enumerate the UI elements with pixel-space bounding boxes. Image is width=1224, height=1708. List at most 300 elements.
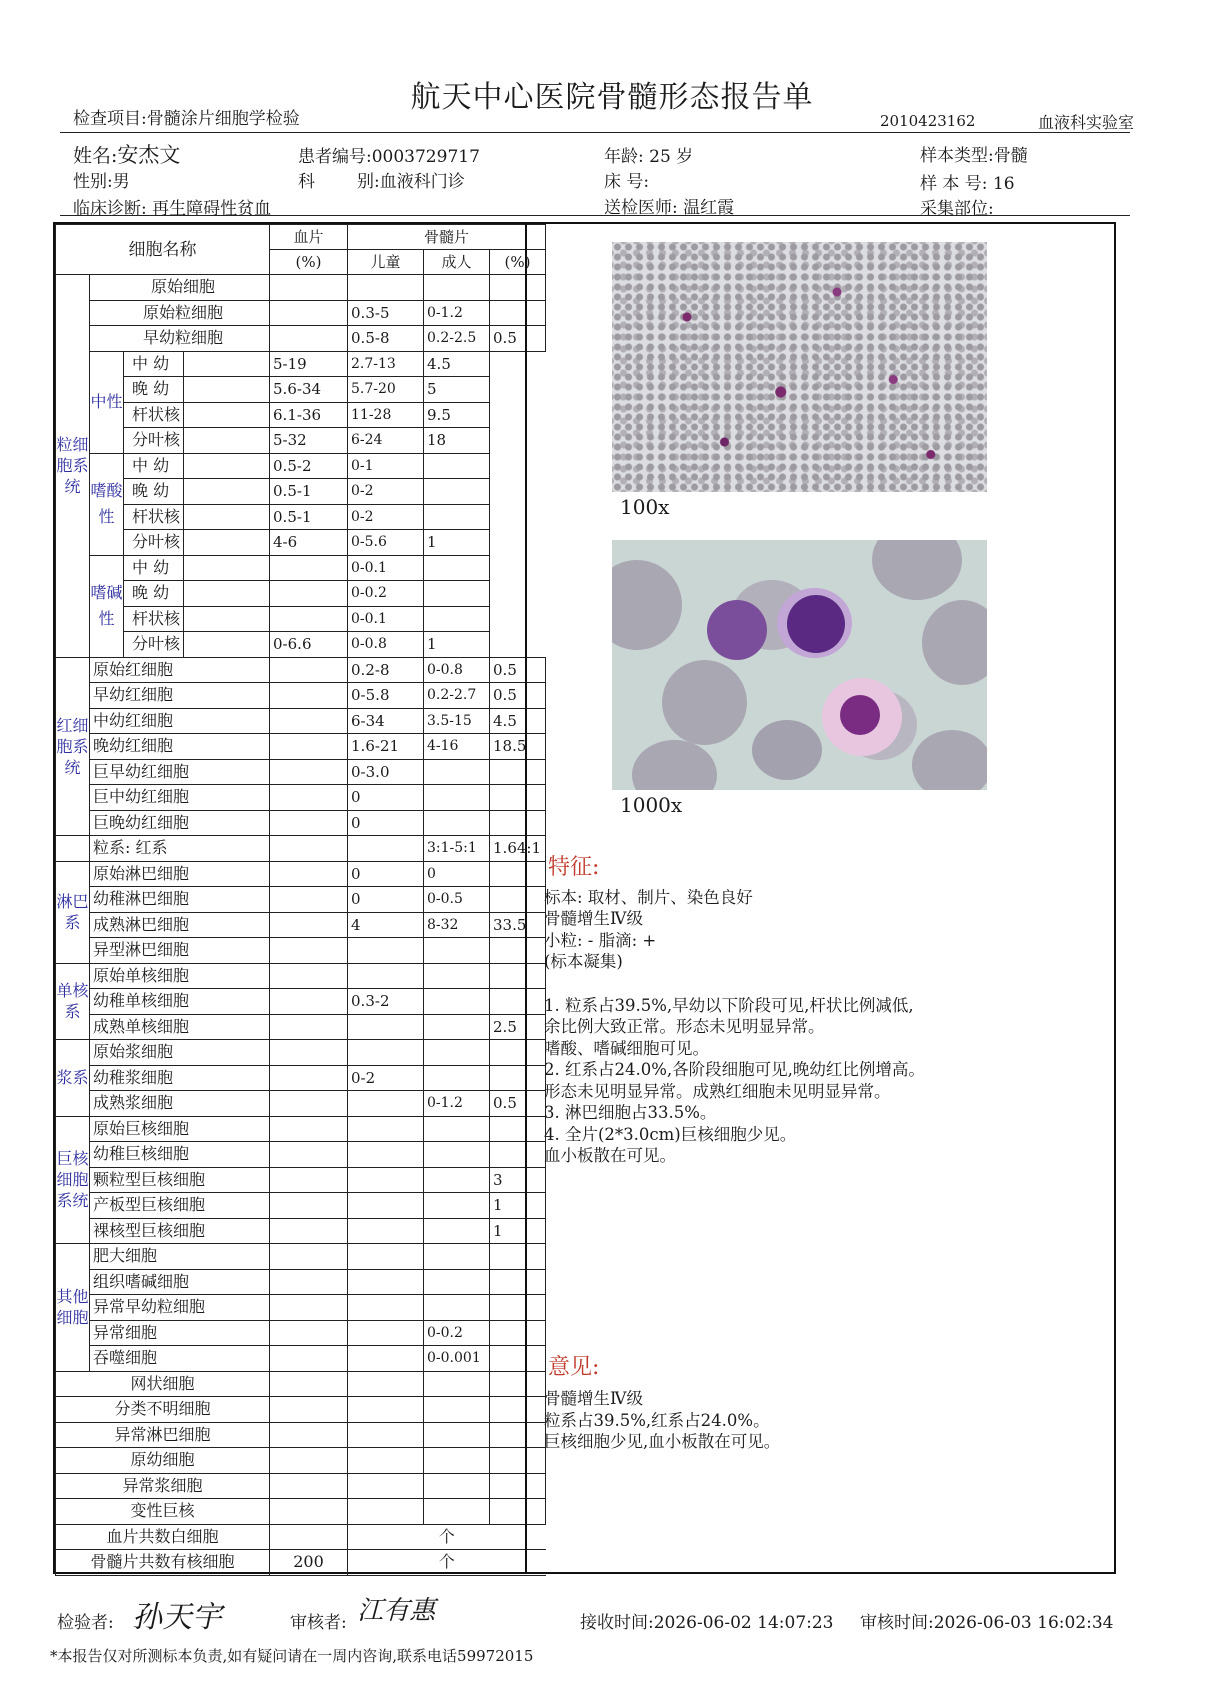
cell-name: 原始红细胞 (90, 657, 270, 683)
cell-adult-range: 11-28 (348, 402, 424, 428)
cell-name: 中 幼 (124, 555, 184, 581)
cell-child-range (348, 836, 424, 862)
cell-child-range (270, 555, 348, 581)
cell-blood-value (270, 785, 348, 811)
cell-child-range: 0.2-8 (348, 657, 424, 683)
cell-child-range (348, 1014, 424, 1040)
cell-percent (424, 504, 490, 530)
cell-child-range (348, 1371, 424, 1397)
bed-number: 床 号: (604, 172, 650, 192)
cell-adult-range: 0-0.8 (424, 657, 490, 683)
cell-adult-range: 0-5.6 (348, 530, 424, 556)
cell-adult-range: 0-1.2 (424, 300, 490, 326)
cell-child-range (348, 275, 424, 301)
cell-name: 分类不明细胞 (56, 1397, 270, 1423)
cell-blood-value (270, 1218, 348, 1244)
cell-adult-range: 0 (424, 861, 490, 887)
cell-adult-range (424, 989, 490, 1015)
cell-child-range: 0.5-8 (348, 326, 424, 352)
cell-blood-value (270, 963, 348, 989)
group-label-plasma: 浆系 (56, 1040, 90, 1117)
reviewer-signature: 江有惠 (355, 1596, 442, 1626)
cell-percent: 0.5 (490, 683, 546, 709)
cell-adult-range: 3.5-15 (424, 708, 490, 734)
cell-percent: 4.5 (490, 708, 546, 734)
exam-item: 检查项目:骨髓涂片细胞学检验 (73, 109, 300, 129)
table-row (56, 1193, 546, 1219)
patient-number: 患者编号:0003729717 (298, 147, 480, 167)
magnification-100x: 100x (620, 495, 670, 519)
cell-child-range (270, 581, 348, 607)
disclaimer-note: *本报告仅对所测标本负责,如有疑问请在一周内咨询,联系电话59972015 (50, 1647, 534, 1665)
cell-blood-value (270, 836, 348, 862)
nucleated-count-unit: 个 (348, 1550, 546, 1576)
table-row (56, 1167, 546, 1193)
cell-name: 异常淋巴细胞 (56, 1422, 270, 1448)
cell-blood-value (184, 377, 270, 403)
features-line: 骨髓增生Ⅳ级 (544, 909, 643, 928)
cell-name: 晚 幼 (124, 479, 184, 505)
table-row (56, 734, 546, 760)
cell-adult-range: 0-0.8 (348, 632, 424, 658)
cell-blood-value (270, 683, 348, 709)
table-row (56, 530, 546, 556)
cell-adult-range: 0.2-2.7 (424, 683, 490, 709)
cell-name: 晚 幼 (124, 377, 184, 403)
cell-blood-value (270, 300, 348, 326)
cell-child-range (348, 1320, 424, 1346)
receive-time: 接收时间:2026-06-02 14:07:23 (580, 1613, 834, 1633)
table-row (56, 504, 546, 530)
cell-blood-value (270, 1091, 348, 1117)
cell-percent (424, 453, 490, 479)
cell-name: 变性巨核 (56, 1499, 270, 1525)
cell-name: 成熟淋巴细胞 (90, 912, 270, 938)
cell-adult-range: 8-32 (424, 912, 490, 938)
clinical-diagnosis: 临床诊断: 再生障碍性贫血 (73, 199, 272, 219)
cell-child-range (348, 1244, 424, 1270)
cell-name: 中 幼 (124, 453, 184, 479)
cell-child-range: 0 (348, 861, 424, 887)
cell-percent (490, 938, 546, 964)
cell-name: 晚幼红细胞 (90, 734, 270, 760)
patient-name: 姓名:安杰文 (73, 143, 181, 167)
table-row (56, 1473, 546, 1499)
cell-percent: 3 (490, 1167, 546, 1193)
checker-label: 检验者: (57, 1613, 114, 1633)
cell-adult-range: 0-0.2 (424, 1320, 490, 1346)
cell-percent (490, 1244, 546, 1270)
cell-child-range (348, 1218, 424, 1244)
cell-count-table (55, 224, 546, 1576)
cell-blood-value (270, 912, 348, 938)
report-title: 航天中心医院骨髓形态报告单 (410, 80, 814, 115)
cell-blood-value (270, 861, 348, 887)
table-row (56, 300, 546, 326)
cell-child-range: 6.1-36 (270, 402, 348, 428)
cell-blood-value (270, 1397, 348, 1423)
cell-percent: 1.64:1 (490, 836, 546, 862)
table-row (56, 1422, 546, 1448)
cell-name: 异常细胞 (90, 1320, 270, 1346)
cell-adult-range (424, 1269, 490, 1295)
cell-percent (490, 1422, 546, 1448)
cell-percent (424, 555, 490, 581)
cell-name: 分叶核 (124, 632, 184, 658)
cell-child-range (348, 1167, 424, 1193)
cell-adult-range (424, 1473, 490, 1499)
subgroup-label-baso: 嗜碱性 (90, 555, 124, 657)
cell-child-range (348, 1091, 424, 1117)
table-row (56, 1244, 546, 1270)
cell-percent (424, 479, 490, 505)
nucleated-count-label: 骨髓片共数有核细胞 (56, 1550, 270, 1576)
patient-age: 年龄: 25 岁 (604, 147, 694, 167)
review-time: 审核时间:2026-06-03 16:02:34 (860, 1613, 1114, 1633)
table-header-row (56, 225, 546, 250)
cell-name: 肥大细胞 (90, 1244, 270, 1270)
table-row (56, 708, 546, 734)
cell-blood-value (184, 606, 270, 632)
nucleated-count-value: 200 (270, 1550, 348, 1576)
cell-child-range (348, 1422, 424, 1448)
cell-child-range: 0.5-1 (270, 479, 348, 505)
cell-blood-value (184, 402, 270, 428)
table-total-row (56, 1524, 546, 1550)
cell-name: 杆状核 (124, 402, 184, 428)
reviewer-label: 审核者: (290, 1613, 347, 1633)
header-cell-child: 儿童 (348, 250, 424, 275)
table-row (56, 1448, 546, 1474)
cell-percent (490, 275, 546, 301)
cell-percent (424, 606, 490, 632)
cell-name: 裸核型巨核细胞 (90, 1218, 270, 1244)
cell-adult-range (424, 275, 490, 301)
cell-adult-range (424, 1167, 490, 1193)
cell-percent: 1 (424, 530, 490, 556)
cell-name: 原始单核细胞 (90, 963, 270, 989)
cell-percent (490, 1065, 546, 1091)
cell-name: 异常早幼粒细胞 (90, 1295, 270, 1321)
cell-child-range: 0-2 (348, 1065, 424, 1091)
table-row (56, 810, 546, 836)
cell-percent (490, 785, 546, 811)
group-label-other: 其他细胞 (56, 1244, 90, 1372)
cell-blood-value (270, 326, 348, 352)
cell-name: 巨晚幼红细胞 (90, 810, 270, 836)
cell-blood-value (270, 1142, 348, 1168)
table-row (56, 963, 546, 989)
cell-blood-value (184, 504, 270, 530)
feature-item: 血小板散在可见。 (544, 1146, 676, 1165)
header-cell-blood: 血片 (270, 225, 348, 250)
referring-doctor: 送检医师: 温红霞 (604, 198, 735, 218)
cell-blood-value (270, 708, 348, 734)
cell-adult-range: 0-2 (348, 504, 424, 530)
cell-blood-value (184, 479, 270, 505)
cell-blood-value (270, 989, 348, 1015)
cell-blood-value (270, 1320, 348, 1346)
cell-blood-value (270, 1116, 348, 1142)
cell-name: 早幼红细胞 (90, 683, 270, 709)
cell-child-range: 5-19 (270, 351, 348, 377)
cell-blood-value (184, 581, 270, 607)
cell-child-range: 0-6.6 (270, 632, 348, 658)
cell-adult-range: 0-1 (348, 453, 424, 479)
features-title: 特征: (548, 855, 600, 880)
cell-adult-range (424, 1448, 490, 1474)
cell-adult-range (424, 759, 490, 785)
table-row (56, 632, 546, 658)
table-row (56, 759, 546, 785)
department-label: 科 (298, 172, 315, 192)
cell-adult-range (424, 1244, 490, 1270)
cell-child-range: 0 (348, 810, 424, 836)
cell-percent (490, 1040, 546, 1066)
cell-adult-range: 0-1.2 (424, 1091, 490, 1117)
cell-percent (490, 1397, 546, 1423)
table-row (56, 326, 546, 352)
cell-blood-value (270, 1014, 348, 1040)
cell-percent: 5 (424, 377, 490, 403)
cell-percent: 1 (424, 632, 490, 658)
cell-blood-value (270, 1065, 348, 1091)
cell-percent (490, 1142, 546, 1168)
sample-number: 样 本 号: 16 (920, 174, 1015, 194)
header-cell-name: 细胞名称 (56, 225, 270, 275)
cell-blood-value (270, 1346, 348, 1372)
cell-adult-range: 6-24 (348, 428, 424, 454)
cell-adult-range: 0.2-2.5 (424, 326, 490, 352)
cell-blood-value (270, 1422, 348, 1448)
feature-item: 形态未见明显异常。成熟红细胞未见明显异常。 (544, 1082, 891, 1101)
cell-adult-range (424, 1422, 490, 1448)
cell-adult-range (424, 785, 490, 811)
cell-child-range: 1.6-21 (348, 734, 424, 760)
feature-item: 2. 红系占24.0%,各阶段细胞可见,晚幼红比例增高。 (544, 1060, 925, 1079)
opinion-title: 意见: (548, 1355, 600, 1380)
cell-adult-range: 5.7-20 (348, 377, 424, 403)
cell-child-range (348, 1346, 424, 1372)
table-row (56, 1499, 546, 1525)
cell-name: 杆状核 (124, 606, 184, 632)
cell-adult-range (424, 1040, 490, 1066)
cell-name: 中幼红细胞 (90, 708, 270, 734)
table-row (56, 351, 546, 377)
cell-name: 吞噬细胞 (90, 1346, 270, 1372)
collection-site: 采集部位: (920, 199, 994, 219)
opinion-line: 粒系占39.5%,红系占24.0%。 (544, 1411, 770, 1430)
cell-child-range (348, 1193, 424, 1219)
cell-blood-value (270, 1371, 348, 1397)
cell-adult-range (424, 1499, 490, 1525)
cell-name: 晚 幼 (124, 581, 184, 607)
table-row (56, 581, 546, 607)
table-row (56, 887, 546, 913)
cell-percent: 33.5 (490, 912, 546, 938)
group-label-gran: 粒细胞系统 (56, 275, 90, 658)
cell-percent (490, 989, 546, 1015)
table-row (56, 1371, 546, 1397)
cell-child-range: 5-32 (270, 428, 348, 454)
feature-item: 嗜酸、嗜碱细胞可见。 (544, 1039, 709, 1058)
table-row (56, 606, 546, 632)
cell-percent (490, 810, 546, 836)
cell-blood-value (270, 1499, 348, 1525)
cell-child-range: 0.3-5 (348, 300, 424, 326)
cell-adult-range (424, 1193, 490, 1219)
table-row (56, 861, 546, 887)
cell-blood-value (270, 1269, 348, 1295)
cell-blood-value (270, 1040, 348, 1066)
cell-name: 原始粒细胞 (90, 300, 270, 326)
header-cell-marrow: 骨髓片 (348, 225, 546, 250)
cell-child-range (348, 1499, 424, 1525)
cell-percent (490, 1473, 546, 1499)
cell-percent: 1 (490, 1218, 546, 1244)
header-cell-adult: 成人 (424, 250, 490, 275)
table-row (56, 1397, 546, 1423)
cell-blood-value (184, 632, 270, 658)
table-row (56, 989, 546, 1015)
cell-child-range: 0.3-2 (348, 989, 424, 1015)
cell-name: 产板型巨核细胞 (90, 1193, 270, 1219)
header-rule-2 (60, 215, 1130, 216)
table-row (56, 785, 546, 811)
cell-name: 网状细胞 (56, 1371, 270, 1397)
cell-child-range: 0 (348, 887, 424, 913)
cell-adult-range: 2.7-13 (348, 351, 424, 377)
table-row (56, 1295, 546, 1321)
group-label-lym: 淋巴系 (56, 861, 90, 963)
cell-name: 组织嗜碱细胞 (90, 1269, 270, 1295)
cell-percent: 4.5 (424, 351, 490, 377)
cell-child-range (348, 1269, 424, 1295)
opinion-line: 骨髓增生Ⅳ级 (544, 1389, 643, 1408)
cell-percent: 0.5 (490, 326, 546, 352)
cell-percent (490, 963, 546, 989)
cell-child-range (348, 1295, 424, 1321)
cell-blood-value (270, 1167, 348, 1193)
cell-adult-range (424, 810, 490, 836)
cell-child-range (348, 938, 424, 964)
group-label-mono: 单核系 (56, 963, 90, 1040)
cell-child-range (348, 1142, 424, 1168)
cell-child-range (270, 606, 348, 632)
table-row (56, 1269, 546, 1295)
cell-name: 分叶核 (124, 428, 184, 454)
cell-child-range (348, 1397, 424, 1423)
cell-percent: 18 (424, 428, 490, 454)
cell-adult-range (424, 1218, 490, 1244)
cell-blood-value (270, 759, 348, 785)
micrograph-1000x (612, 540, 987, 790)
cell-name: 杆状核 (124, 504, 184, 530)
table-row (56, 479, 546, 505)
cell-adult-range (424, 1397, 490, 1423)
cell-blood-value (270, 1473, 348, 1499)
cell-child-range: 5.6-34 (270, 377, 348, 403)
cell-name: 粒系: 红系 (90, 836, 270, 862)
cell-child-range (348, 1116, 424, 1142)
cell-name: 异常浆细胞 (56, 1473, 270, 1499)
opinion-line: 巨核细胞少见,血小板散在可见。 (544, 1432, 781, 1451)
cell-blood-value (270, 887, 348, 913)
features-line: 小粒: - 脂滴: + (544, 931, 657, 950)
cell-name: 幼稚单核细胞 (90, 989, 270, 1015)
features-line: (标本凝集) (544, 952, 623, 971)
cell-adult-range (424, 1014, 490, 1040)
table-row (56, 836, 546, 862)
table-row (56, 1091, 546, 1117)
table-row (56, 275, 546, 301)
wbc-count-unit: 个 (348, 1524, 546, 1550)
cell-percent: 1 (490, 1193, 546, 1219)
cell-name: 原始细胞 (90, 275, 270, 301)
cell-blood-value (184, 428, 270, 454)
table-row (56, 1218, 546, 1244)
cell-blood-value (184, 453, 270, 479)
cell-percent: 0.5 (490, 1091, 546, 1117)
header-cell-pct: (%) (490, 250, 546, 275)
cell-name: 原始浆细胞 (90, 1040, 270, 1066)
cell-name: 成熟浆细胞 (90, 1091, 270, 1117)
cell-percent: 0.5 (490, 657, 546, 683)
cell-percent (424, 581, 490, 607)
feature-item: 1. 粒系占39.5%,早幼以下阶段可见,杆状比例减低, (544, 996, 914, 1015)
table-row (56, 1116, 546, 1142)
cell-percent: 18.5 (490, 734, 546, 760)
micrograph-100x (612, 242, 987, 492)
cell-name: 原始淋巴细胞 (90, 861, 270, 887)
cell-adult-range (424, 938, 490, 964)
cell-adult-range: 3:1-5:1 (424, 836, 490, 862)
cell-blood-value (270, 938, 348, 964)
cell-blood-value (270, 657, 348, 683)
cell-name: 巨早幼红细胞 (90, 759, 270, 785)
cell-blood-value (270, 275, 348, 301)
group-label-ery: 红细胞系统 (56, 657, 90, 836)
cell-child-range: 4 (348, 912, 424, 938)
cell-percent (490, 1499, 546, 1525)
cell-name: 早幼粒细胞 (90, 326, 270, 352)
magnification-1000x: 1000x (620, 793, 683, 817)
cell-name: 颗粒型巨核细胞 (90, 1167, 270, 1193)
table-row (56, 1014, 546, 1040)
cell-blood-value (270, 810, 348, 836)
subgroup-label-eos: 嗜酸性 (90, 453, 124, 555)
cell-name: 成熟单核细胞 (90, 1014, 270, 1040)
wbc-count-label: 血片共数白细胞 (56, 1524, 270, 1550)
table-row (56, 657, 546, 683)
cell-adult-range (424, 1116, 490, 1142)
cell-name: 原幼细胞 (56, 1448, 270, 1474)
cell-name: 巨中幼红细胞 (90, 785, 270, 811)
cell-adult-range (424, 1142, 490, 1168)
cell-blood-value (270, 734, 348, 760)
cell-child-range: 6-34 (348, 708, 424, 734)
cell-adult-range: 0-0.1 (348, 555, 424, 581)
cell-percent: 9.5 (424, 402, 490, 428)
cell-adult-range (424, 963, 490, 989)
cell-percent (490, 1116, 546, 1142)
table-total-row (56, 1550, 546, 1576)
cell-percent (490, 1448, 546, 1474)
cell-blood-value (184, 555, 270, 581)
cell-name: 原始巨核细胞 (90, 1116, 270, 1142)
cell-blood-value (270, 1193, 348, 1219)
cell-percent (490, 1346, 546, 1372)
